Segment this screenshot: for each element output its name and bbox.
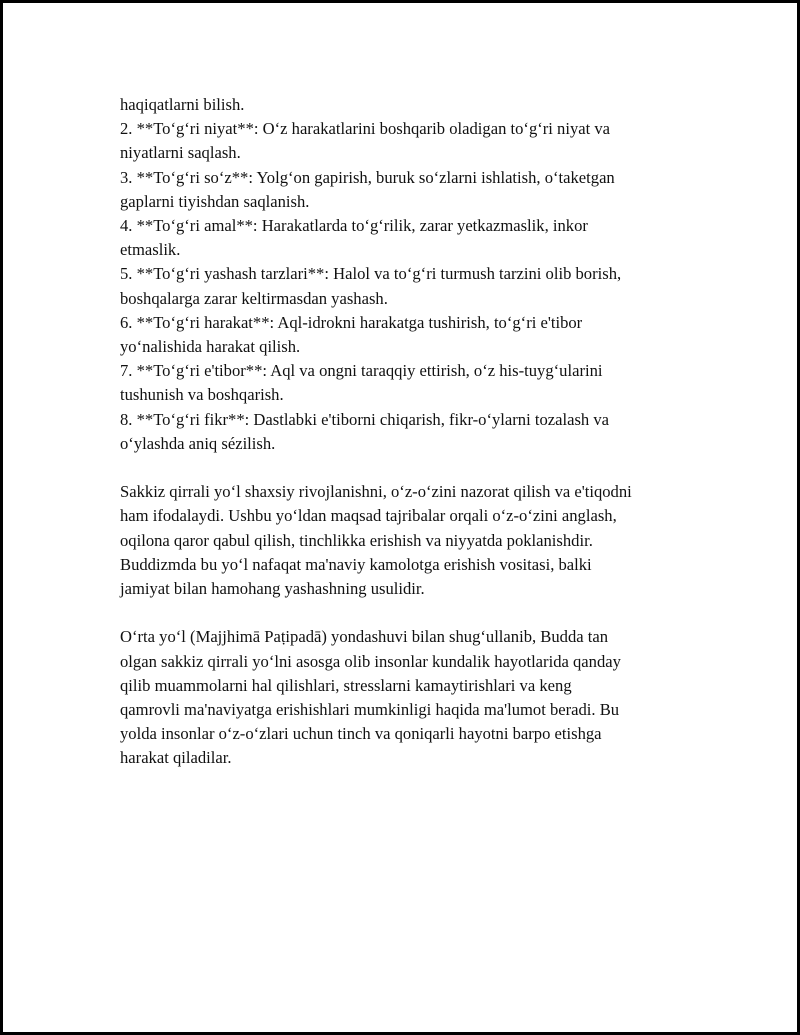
list-line: boshqalarga zarar keltirmasdan yashash.: [120, 288, 388, 308]
paragraph-line: harakat qiladilar.: [120, 748, 232, 768]
list-line: etmaslik.: [120, 240, 181, 260]
paragraph-spacer: [120, 601, 710, 625]
list-line: niyatlarni saqlash.: [120, 143, 241, 163]
paragraph-eightfold-path: [120, 480, 710, 601]
list-line: o‘ylashda aniq sézilish.: [120, 433, 276, 453]
paragraph-line: qamrovli ma'naviyatga erishishlari mumkinligi haqida ma'lumot beradi. Bu: [120, 700, 620, 720]
document-body: [120, 93, 710, 771]
numbered-list: [120, 93, 710, 456]
paragraph-line: olgan sakkiz qirrali yo‘lni asosga olib insonlar kundalik hayotlarida qanday: [120, 651, 621, 671]
list-line: tushunish va boshqarish.: [120, 385, 284, 405]
list-line: yo‘nalishida harakat qilish.: [120, 337, 301, 357]
list-line: 6. **To‘g‘ri harakat**: Aql-idrokni harakatga tushirish, to‘g‘ri e'tibor: [120, 312, 583, 332]
list-line: 8. **To‘g‘ri fikr**: Dastlabki e'tiborni chiqarish, fikr-o‘ylarni tozalash va: [120, 409, 610, 429]
paragraph-line: Buddizmda bu yo‘l nafaqat ma'naviy kamolotga erishish vositasi, balki: [120, 554, 592, 574]
paragraph-line: qilib muammolarni hal qilishlari, stresslarni kamaytirishlari va keng: [120, 675, 572, 695]
list-line: 7. **To‘g‘ri e'tibor**: Aql va ongni taraqqiy ettirish, o‘z his-tuyg‘ularini: [120, 361, 603, 381]
list-line: 4. **To‘g‘ri amal**: Harakatlarda to‘g‘rilik, zarar yetkazmaslik, inkor: [120, 216, 588, 236]
list-line: haqiqatlarni bilish.: [120, 95, 245, 114]
paragraph-line: yolda insonlar o‘z-o‘zlari uchun tinch va qoniqarli hayotni barpo etishga: [120, 724, 602, 744]
list-line: 2. **To‘g‘ri niyat**: O‘z harakatlarini boshqarib oladigan to‘g‘ri niyat va: [120, 119, 611, 139]
paragraph-line: jamiyat bilan hamohang yashashning usulidir.: [120, 579, 425, 599]
paragraph-line: oqilona qaror qabul qilish, tinchlikka erishish va niyyatda poklanishdir.: [120, 530, 593, 550]
list-line: 5. **To‘g‘ri yashash tarzlari**: Halol va to‘g‘ri turmush tarzini olib borish,: [120, 264, 622, 284]
list-line: 3. **To‘g‘ri so‘z**: Yolg‘on gapirish, buruk so‘zlarni ishlatish, o‘taketgan: [120, 167, 615, 187]
paragraph-line: O‘rta yo‘l (Majjhimā Paṭipadā) yondashuvi bilan shug‘ullanib, Budda tan: [120, 627, 609, 647]
list-line: gaplarni tiyishdan saqlanish.: [120, 191, 310, 211]
paragraph-line: ham ifodalaydi. Ushbu yo‘ldan maqsad tajribalar orqali o‘z-o‘zini anglash,: [120, 506, 617, 526]
paragraph-line: Sakkiz qirrali yo‘l shaxsiy rivojlanishni, o‘z-o‘zini nazorat qilish va e'tiqodni: [120, 482, 632, 502]
paragraph-middle-way: [120, 625, 710, 770]
paragraph-spacer: [120, 456, 710, 480]
